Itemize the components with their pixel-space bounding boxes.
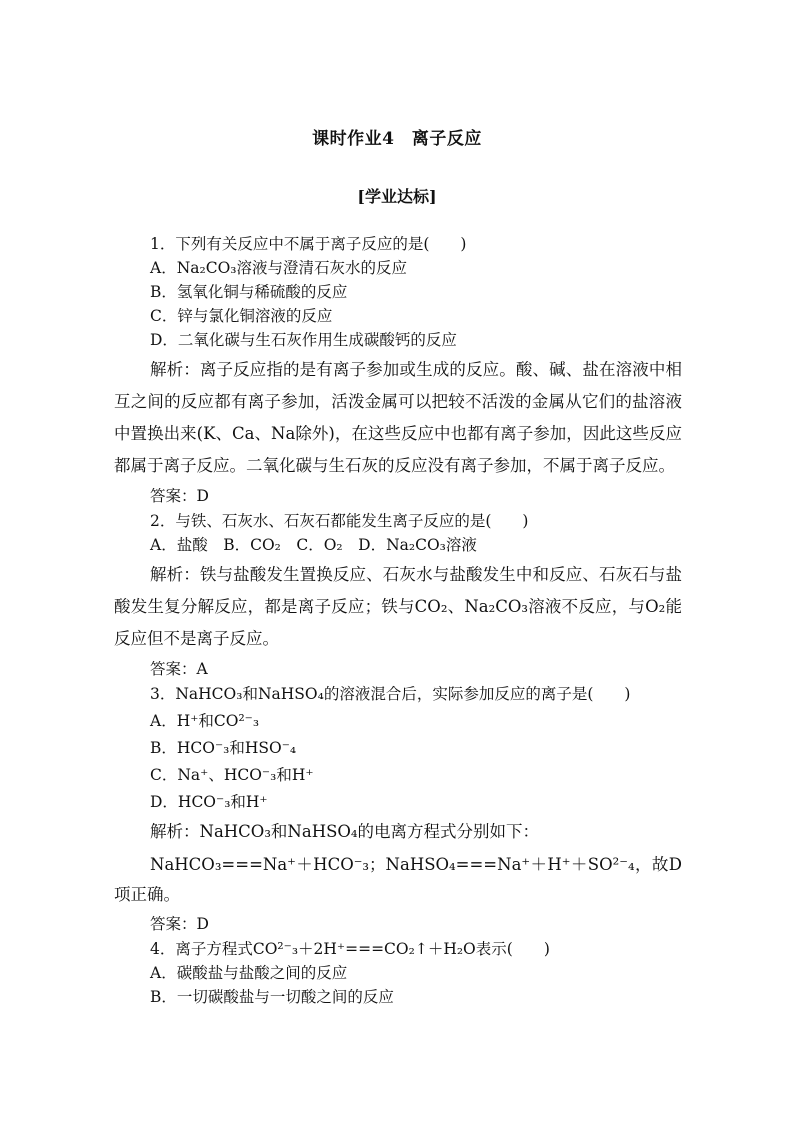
document-body — [114, 232, 682, 1009]
q1-analysis: 解析：离子反应指的是有离子参加或生成的反应。酸、碱、盐在溶液中相互之间的反应都有离子参加，活泼金属可以把较不活泼的金属从它们的盐溶液中置换出来(K、Ca、Na除外)，在这些反应中也都有离子参加，因此这些反应都属于离子反应。二氧化碳与生石灰的反应没有离子参加，不属于离子反应。 — [114, 360, 682, 475]
q3-equations: NaHCO₃===Na⁺＋HCO⁻₃；NaHSO₄===Na⁺＋H⁺＋SO²⁻₄，故D项正确。 — [114, 855, 682, 904]
q3-option-c: C．Na⁺、HCO⁻₃和H⁺ — [150, 766, 314, 784]
q1-option-d: D．二氧化碳与生石灰作用生成碳酸钙的反应 — [150, 331, 457, 349]
question-3: 3．NaHCO₃和NaHSO₄的溶液混合后，实际参加反应的离子是( ) — [150, 685, 631, 703]
q1-option-b: B．氢氧化铜与稀硫酸的反应 — [150, 283, 348, 301]
document-title: 课时作业4 离子反应 — [312, 129, 482, 149]
q1-answer: 答案：D — [150, 487, 209, 505]
q3-option-b: B．HCO⁻₃和HSO⁻₄ — [150, 739, 297, 757]
q2-analysis: 解析：铁与盐酸发生置换反应、石灰水与盐酸发生中和反应、石灰石与盐酸发生复分解反应，都是离子反应；铁与CO₂、Na₂CO₃溶液不反应，与O₂能反应但不是离子反应。 — [114, 565, 682, 648]
q1-option-c: C．锌与氯化铜溶液的反应 — [150, 307, 333, 325]
q3-answer: 答案：D — [150, 915, 209, 933]
section-heading: [学业达标] — [357, 187, 437, 206]
q2-answer: 答案：A — [150, 660, 208, 678]
question-4: 4．离子方程式CO²⁻₃＋2H⁺===CO₂↑＋H₂O表示( ) — [150, 940, 550, 958]
question-1: 1．下列有关反应中不属于离子反应的是( ) — [150, 235, 467, 253]
q4-option-b: B．一切碳酸盐与一切酸之间的反应 — [150, 988, 394, 1006]
q4-option-a: A．碳酸盐与盐酸之间的反应 — [150, 964, 348, 982]
question-2: 2．与铁、石灰水、石灰石都能发生离子反应的是( ) — [150, 512, 529, 530]
q1-option-a: A．Na₂CO₃溶液与澄清石灰水的反应 — [150, 259, 407, 277]
q3-analysis: 解析：NaHCO₃和NaHSO₄的电离方程式分别如下： — [150, 822, 540, 841]
q3-option-a: A．H⁺和CO²⁻₃ — [150, 712, 260, 730]
q2-options: A．盐酸 B．CO₂ C．O₂ D．Na₂CO₃溶液 — [150, 536, 477, 554]
q3-option-d: D．HCO⁻₃和H⁺ — [150, 793, 268, 811]
